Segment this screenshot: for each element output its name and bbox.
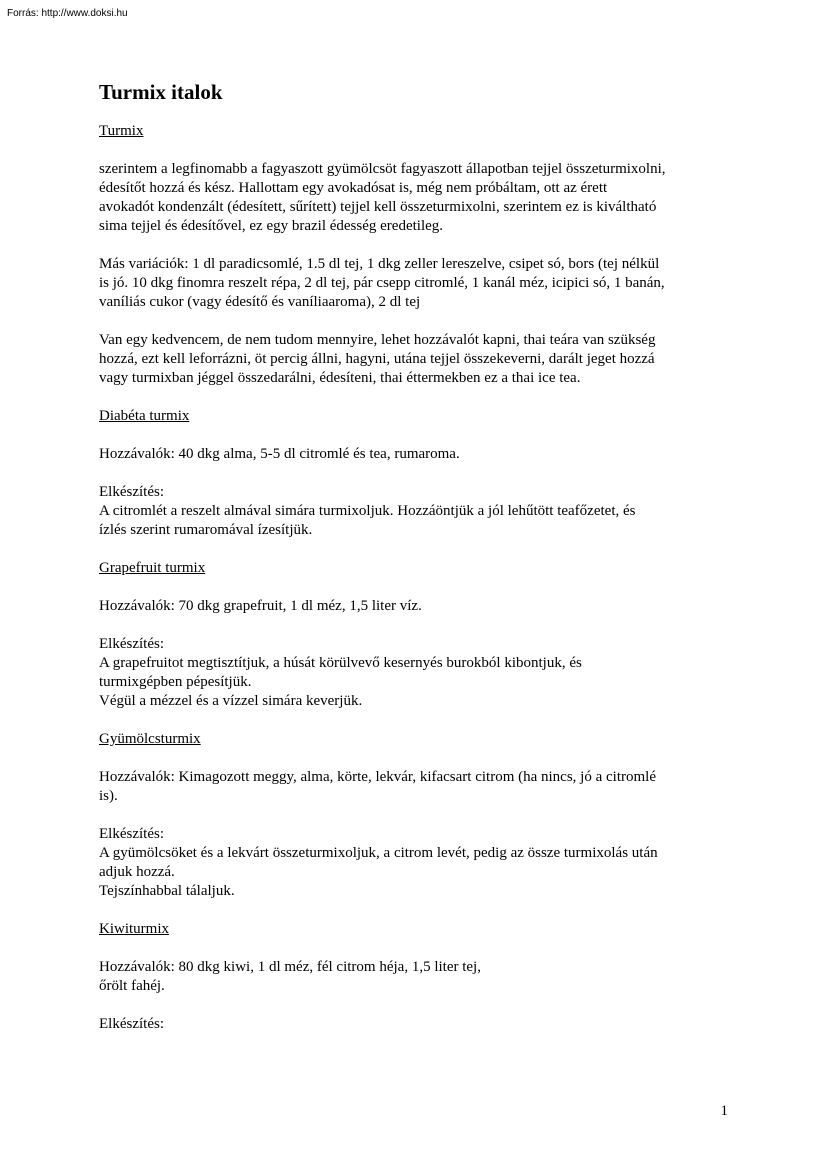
text-line: is). — [99, 788, 118, 804]
text-line: turmixgépben pépesítjük. — [99, 674, 252, 690]
text-line: őrölt fahéj. — [99, 978, 165, 994]
paragraph — [99, 255, 739, 312]
text-line: Hozzávalók: 70 dkg grapefruit, 1 dl méz, 1,5 liter víz. — [99, 598, 422, 614]
paragraph — [99, 825, 739, 901]
source-line: Forrás: http://www.doksi.hu — [7, 8, 128, 19]
section-heading: Grapefruit turmix — [99, 560, 206, 576]
text-line: Hozzávalók: 40 dkg alma, 5-5 dl citromlé és tea, rumaroma. — [99, 446, 460, 462]
text-line: vagy turmixban jéggel összedarálni, édesíteni, thai éttermekben ez a thai ice tea. — [99, 370, 581, 386]
text-line: Elkészítés: — [99, 484, 164, 500]
paragraph — [99, 331, 739, 388]
text-line: Tejszínhabbal tálaljuk. — [99, 883, 235, 899]
text-line: A citromlét a reszelt almával simára turmixoljuk. Hozzáöntjük a jól lehűtött teafőzetet, és — [99, 503, 636, 519]
text-line: adjuk hozzá. — [99, 864, 175, 880]
page-number: 1 — [720, 1103, 728, 1119]
text-line: Van egy kedvencem, de nem tudom mennyire, lehet hozzávalót kapni, thai teára van szükség — [99, 332, 656, 348]
text-line: Elkészítés: — [99, 636, 164, 652]
recipe-sections — [99, 122, 739, 1034]
text-line: avokadót kondenzált (édesített, sűrített) tejjel kell összeturmixolni, szerintem ez is kiváltható — [99, 199, 657, 215]
paragraph — [99, 1015, 739, 1034]
paragraph — [99, 635, 739, 711]
paragraph — [99, 768, 739, 806]
page-title: Turmix italok — [99, 80, 223, 104]
paragraph — [99, 160, 739, 236]
text-line: édesítőt hozzá és kész. Hallottam egy avokadósat is, még nem próbáltam, ott az érett — [99, 180, 608, 196]
section-heading: Diabéta turmix — [99, 408, 190, 424]
text-line: ízlés szerint rumaromával ízesítjük. — [99, 522, 313, 538]
text-line: Elkészítés: — [99, 826, 164, 842]
text-line: Hozzávalók: Kimagozott meggy, alma, körte, lekvár, kifacsart citrom (ha nincs, jó a citromlé — [99, 769, 656, 785]
text-line: sima tejjel és édesítővel, ez egy brazil édesség eredetileg. — [99, 218, 444, 234]
text-line: A gyümölcsöket és a lekvárt összeturmixoljuk, a citrom levét, pedig az össze turmixolás után — [99, 845, 658, 861]
section-heading: Turmix — [99, 123, 144, 139]
text-line: vaníliás cukor (vagy édesítő és vaníliaaroma), 2 dl tej — [99, 294, 421, 310]
text-line: szerintem a legfinomabb a fagyaszott gyümölcsöt fagyaszott állapotban tejjel összeturmixolni, — [99, 161, 666, 177]
paragraph — [99, 958, 739, 996]
paragraph — [99, 483, 739, 540]
document-body — [99, 78, 739, 1034]
paragraph — [99, 445, 739, 464]
text-line: Végül a mézzel és a vízzel simára keverjük. — [99, 693, 363, 709]
text-line: Hozzávalók: 80 dkg kiwi, 1 dl méz, fél citrom héja, 1,5 liter tej, — [99, 959, 481, 975]
section-heading: Kiwiturmix — [99, 921, 169, 937]
text-line: Elkészítés: — [99, 1016, 164, 1032]
text-line: A grapefruitot megtisztítjuk, a húsát körülvevő kesernyés burokból kibontjuk, és — [99, 655, 582, 671]
paragraph — [99, 597, 739, 616]
section-heading: Gyümölcsturmix — [99, 731, 201, 747]
text-line: Más variációk: 1 dl paradicsomlé, 1.5 dl tej, 1 dkg zeller lereszelve, csipet só, bors (tej nélkül — [99, 256, 660, 272]
text-line: hozzá, ezt kell leforrázni, öt percig állni, hagyni, utána tejjel összekeverni, darált jeget hozzá — [99, 351, 655, 367]
text-line: is jó. 10 dkg finomra reszelt répa, 2 dl tej, pár csepp citromlé, 1 kanál méz, icipici só, 1 banán, — [99, 275, 665, 291]
